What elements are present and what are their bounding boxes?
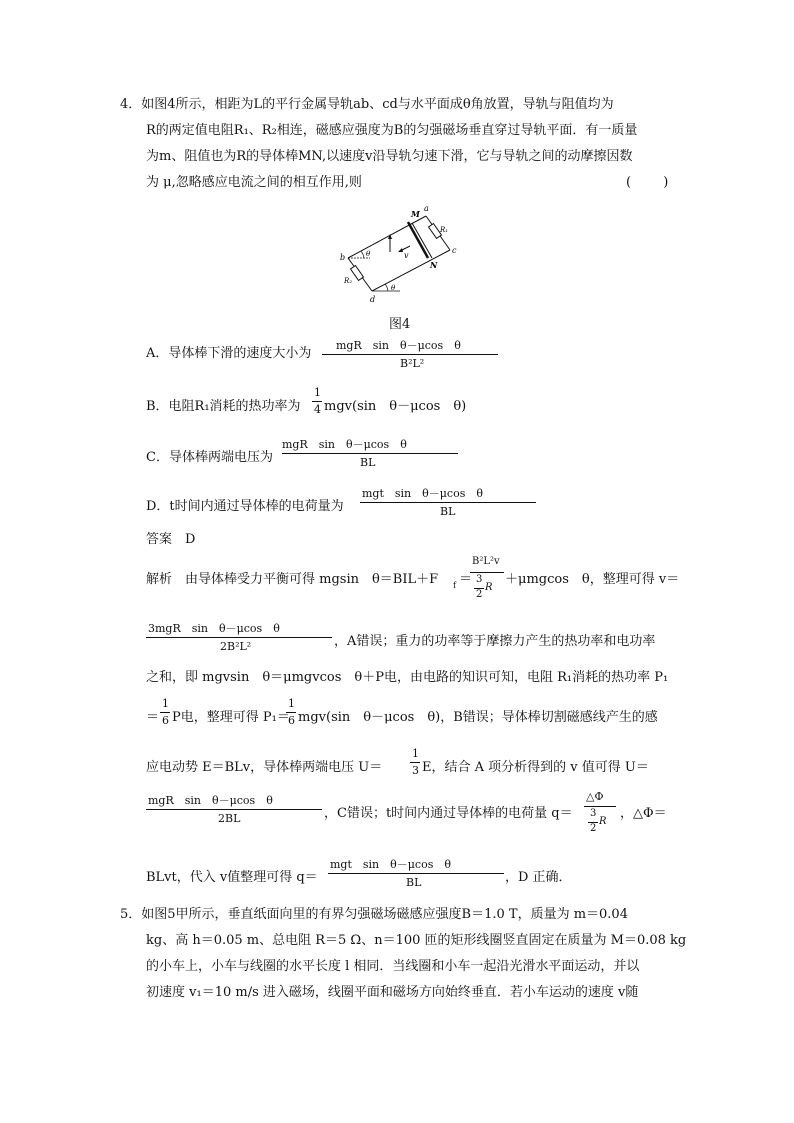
rail-ab xyxy=(348,216,426,258)
analysis-fraction-7-den-den: 2 xyxy=(590,823,597,834)
conductor-rod-mn xyxy=(408,222,428,258)
analysis-fraction-5-denominator: 3 xyxy=(412,764,419,777)
label-n: N xyxy=(430,260,438,270)
analysis-fraction-4-denominator: 6 xyxy=(288,714,295,727)
analysis-fraction-3 xyxy=(160,697,170,737)
label-m: M xyxy=(411,209,420,219)
analysis-fraction-3-numerator: 1 xyxy=(162,697,169,710)
analysis-line-1b: ＝ xyxy=(459,572,473,587)
analysis-line-5a: 应电动势 E＝BLv，导体棒两端电压 U＝ xyxy=(146,760,383,775)
option-a-fraction xyxy=(322,337,498,377)
label-b: b xyxy=(340,253,346,262)
option-d-denominator: BL xyxy=(440,505,456,518)
option-c-numerator: mgR sin θ－μcos θ xyxy=(282,438,407,451)
analysis-fraction-3-bar xyxy=(160,712,170,713)
analysis-fraction-8-numerator: mgt sin θ－μcos θ xyxy=(330,858,451,871)
analysis-fraction-5-bar xyxy=(410,762,420,763)
option-a-prefix: A．导体棒下滑的速度大小为 xyxy=(146,346,312,361)
q5-line-1: 5．如图5甲所示，垂直纸面向里的有界匀强磁场磁感应强度B＝1.0 T，质量为 m＝0.04 xyxy=(120,907,628,922)
analysis-line-6b: ，△Φ＝ xyxy=(620,806,667,821)
analysis-fraction-1-den-r: R xyxy=(485,582,493,593)
analysis-line-5b: E，结合 A 项分析得到的 v 值可得 U＝ xyxy=(422,760,649,775)
option-b-rest: mgv(sin θ－μcos θ) xyxy=(324,399,467,414)
q4-line-1: 4．如图4所示，相距为L的平行金属导轨ab、cd与水平面成θ角放置，导轨与阻值均为 xyxy=(120,97,614,112)
option-d-prefix: D．t时间内通过导体棒的电荷量为 xyxy=(146,499,344,514)
analysis-fraction-2-denominator: 2B²L² xyxy=(220,640,252,653)
q4-line-4: 为 μ,忽略感应电流之间的相互作用,则 xyxy=(146,175,362,190)
analysis-fraction-6-denominator: 2BL xyxy=(218,812,241,825)
analysis-fraction-7-den-num: 3 xyxy=(590,808,597,819)
analysis-fraction-8-bar xyxy=(328,873,504,874)
analysis-fraction-4 xyxy=(286,697,296,737)
analysis-fraction-6 xyxy=(146,792,322,832)
analysis-fraction-7-numerator: △Φ xyxy=(586,790,604,803)
q5-line-4: 初速度 v₁＝10 m/s 进入磁场，线圈平面和磁场方向始终垂直．若小车运动的速度 v随 xyxy=(146,985,639,1000)
analysis-fraction-3-denominator: 6 xyxy=(162,714,169,727)
option-c-prefix: C．导体棒两端电压为 xyxy=(146,450,273,465)
q4-line-3: 为m、阻值也为R的导体棒MN,以速度v沿导轨匀速下滑，它与导轨之间的动摩擦因数 xyxy=(146,149,633,164)
q5-line-3: 的小车上，小车与线圈的水平长度 l 相同．当线圈和小车一起沿光滑水平面运动，并以 xyxy=(146,959,640,974)
label-c: c xyxy=(452,246,457,255)
option-b-fraction xyxy=(312,386,322,426)
analysis-fraction-5 xyxy=(410,747,420,787)
answer-line: 答案 D xyxy=(146,532,196,547)
figure-4-caption: 图4 xyxy=(389,317,411,332)
option-c-fraction xyxy=(282,436,458,476)
label-r2: R₂ xyxy=(344,277,353,285)
option-c-denominator: BL xyxy=(360,456,376,469)
analysis-line-4c: mgv(sin θ－μcos θ)，B错误；导体棒切割磁感线产生的感 xyxy=(298,710,658,725)
option-b-denominator: 4 xyxy=(314,403,321,416)
angle-arc-bottom xyxy=(385,284,388,291)
analysis-line-6a: ，C错误；t时间内通过导体棒的电荷量 q＝ xyxy=(324,806,573,821)
analysis-line-7b: ，D 正确． xyxy=(505,870,572,885)
analysis-fraction-8 xyxy=(328,856,504,896)
analysis-fraction-6-numerator: mgR sin θ－μcos θ xyxy=(148,794,273,807)
analysis-line-1a: 解析 由导体棒受力平衡可得 mgsin θ＝BIL＋F xyxy=(146,572,439,587)
analysis-line-1c: ＋μmgcos θ，整理可得 v＝ xyxy=(505,572,680,587)
analysis-line-4a: ＝ xyxy=(146,710,160,725)
option-c-fraction-bar xyxy=(282,453,458,454)
answer-bracket: ( ) xyxy=(626,175,683,190)
label-theta-top: θ xyxy=(366,250,371,258)
analysis-fraction-1 xyxy=(470,556,510,606)
analysis-fraction-7-bar xyxy=(584,806,616,807)
analysis-fraction-2-bar xyxy=(146,637,332,638)
analysis-fraction-4-bar xyxy=(286,712,296,713)
label-v: v xyxy=(404,251,409,260)
label-r1: R₁ xyxy=(440,226,449,234)
label-d: d xyxy=(370,295,376,304)
analysis-line-7a: BLvt，代入 v值整理可得 q＝ xyxy=(146,870,318,885)
label-theta-bottom: θ xyxy=(391,284,396,292)
analysis-fraction-1-numerator: B²L²v xyxy=(472,556,500,567)
option-a-denominator: B²L² xyxy=(400,357,425,370)
label-a: a xyxy=(424,204,429,213)
analysis-line-3: 之和，即 mgvsin θ＝μmgvcos θ＋P电，由电路的知识可知，电阻 R₁消耗的热功率 P₁ xyxy=(146,670,669,685)
analysis-fraction-8-denominator: BL xyxy=(406,876,422,889)
analysis-fraction-4-numerator: 1 xyxy=(288,697,295,710)
analysis-line-2: ，A错误；重力的功率等于摩擦力产生的热功率和电功率 xyxy=(334,634,656,649)
option-a-fraction-bar xyxy=(322,354,498,355)
analysis-line-4b: P电，整理可得 P₁＝ xyxy=(172,710,290,725)
analysis-fraction-6-bar xyxy=(146,809,322,810)
option-b-numerator: 1 xyxy=(314,386,321,399)
q4-line-2: R的两定值电阻R₁、R₂相连，磁感应强度为B的匀强磁场垂直穿过导轨平面．有一质量 xyxy=(146,123,638,138)
option-b-fraction-bar xyxy=(312,401,322,402)
analysis-fraction-1-bar xyxy=(470,572,504,573)
analysis-f-subscript: f xyxy=(453,581,456,590)
velocity-arrowhead xyxy=(398,248,403,252)
analysis-fraction-2 xyxy=(146,620,332,660)
analysis-fraction-2-numerator: 3mgR sin θ－μcos θ xyxy=(148,622,280,635)
rail-cd xyxy=(372,250,450,291)
option-b-prefix: B．电阻R₁消耗的热功率为 xyxy=(146,399,301,414)
analysis-fraction-7-den-r: R xyxy=(599,816,607,827)
analysis-fraction-1-den-num: 3 xyxy=(476,574,483,585)
figure-4-diagram xyxy=(340,200,460,305)
resistor-r2 xyxy=(351,266,364,281)
analysis-fraction-7 xyxy=(584,790,618,840)
analysis-fraction-1-den-den: 2 xyxy=(476,589,483,600)
q5-line-2: kg、高 h＝0.05 m、总电阻 R＝5 Ω、n＝100 匝的矩形线圈竖直固定在质量为 M＝0.08 kg xyxy=(146,933,687,948)
option-d-numerator: mgt sin θ－μcos θ xyxy=(362,487,483,500)
option-d-fraction xyxy=(360,485,536,525)
angle-arc-top xyxy=(361,251,364,258)
option-a-numerator: mgR sin θ－μcos θ xyxy=(336,339,461,352)
analysis-fraction-5-numerator: 1 xyxy=(412,747,419,760)
option-d-fraction-bar xyxy=(360,502,536,503)
